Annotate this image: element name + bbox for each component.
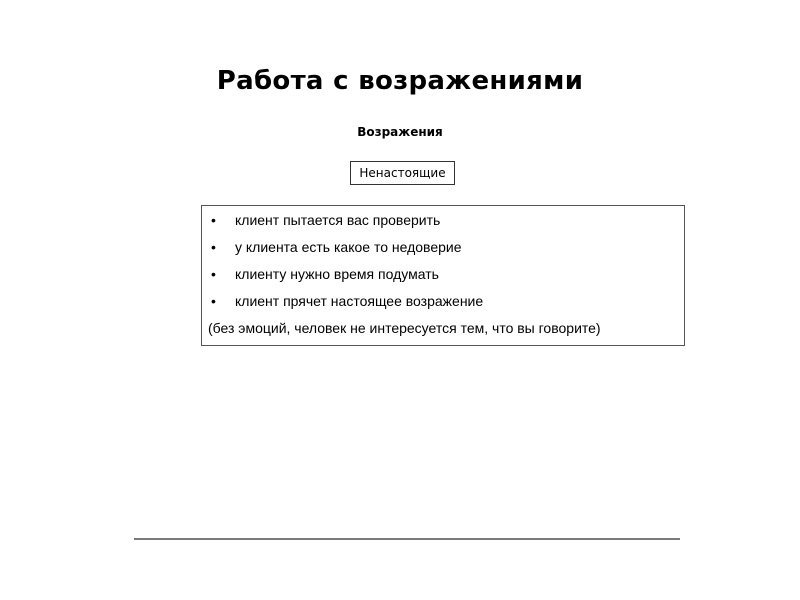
bullet-icon: • (211, 293, 216, 309)
list-item-text: клиенту нужно время подумать (235, 266, 439, 282)
section-label: Возражения (357, 125, 443, 139)
bullet-icon: • (211, 212, 216, 228)
list-item (202, 210, 684, 237)
list-item-text: у клиента есть какое то недоверие (235, 239, 462, 255)
category-box: Ненастоящие (350, 161, 455, 185)
list-item (202, 264, 684, 291)
list-item-text: клиент пытается вас проверить (235, 212, 441, 228)
bullet-icon: • (211, 266, 216, 282)
note-text: (без эмоций, человек не интересуется тем, что вы говорите) (208, 320, 601, 336)
list-item (202, 291, 684, 318)
bullet-icon: • (211, 239, 216, 255)
list-item (202, 237, 684, 264)
bullet-list (202, 210, 684, 318)
list-item-text: клиент прячет настоящее возражение (235, 293, 484, 309)
slide-title: Работа с возражениями (216, 66, 584, 96)
bottom-divider (134, 538, 680, 540)
content-box (201, 205, 685, 346)
